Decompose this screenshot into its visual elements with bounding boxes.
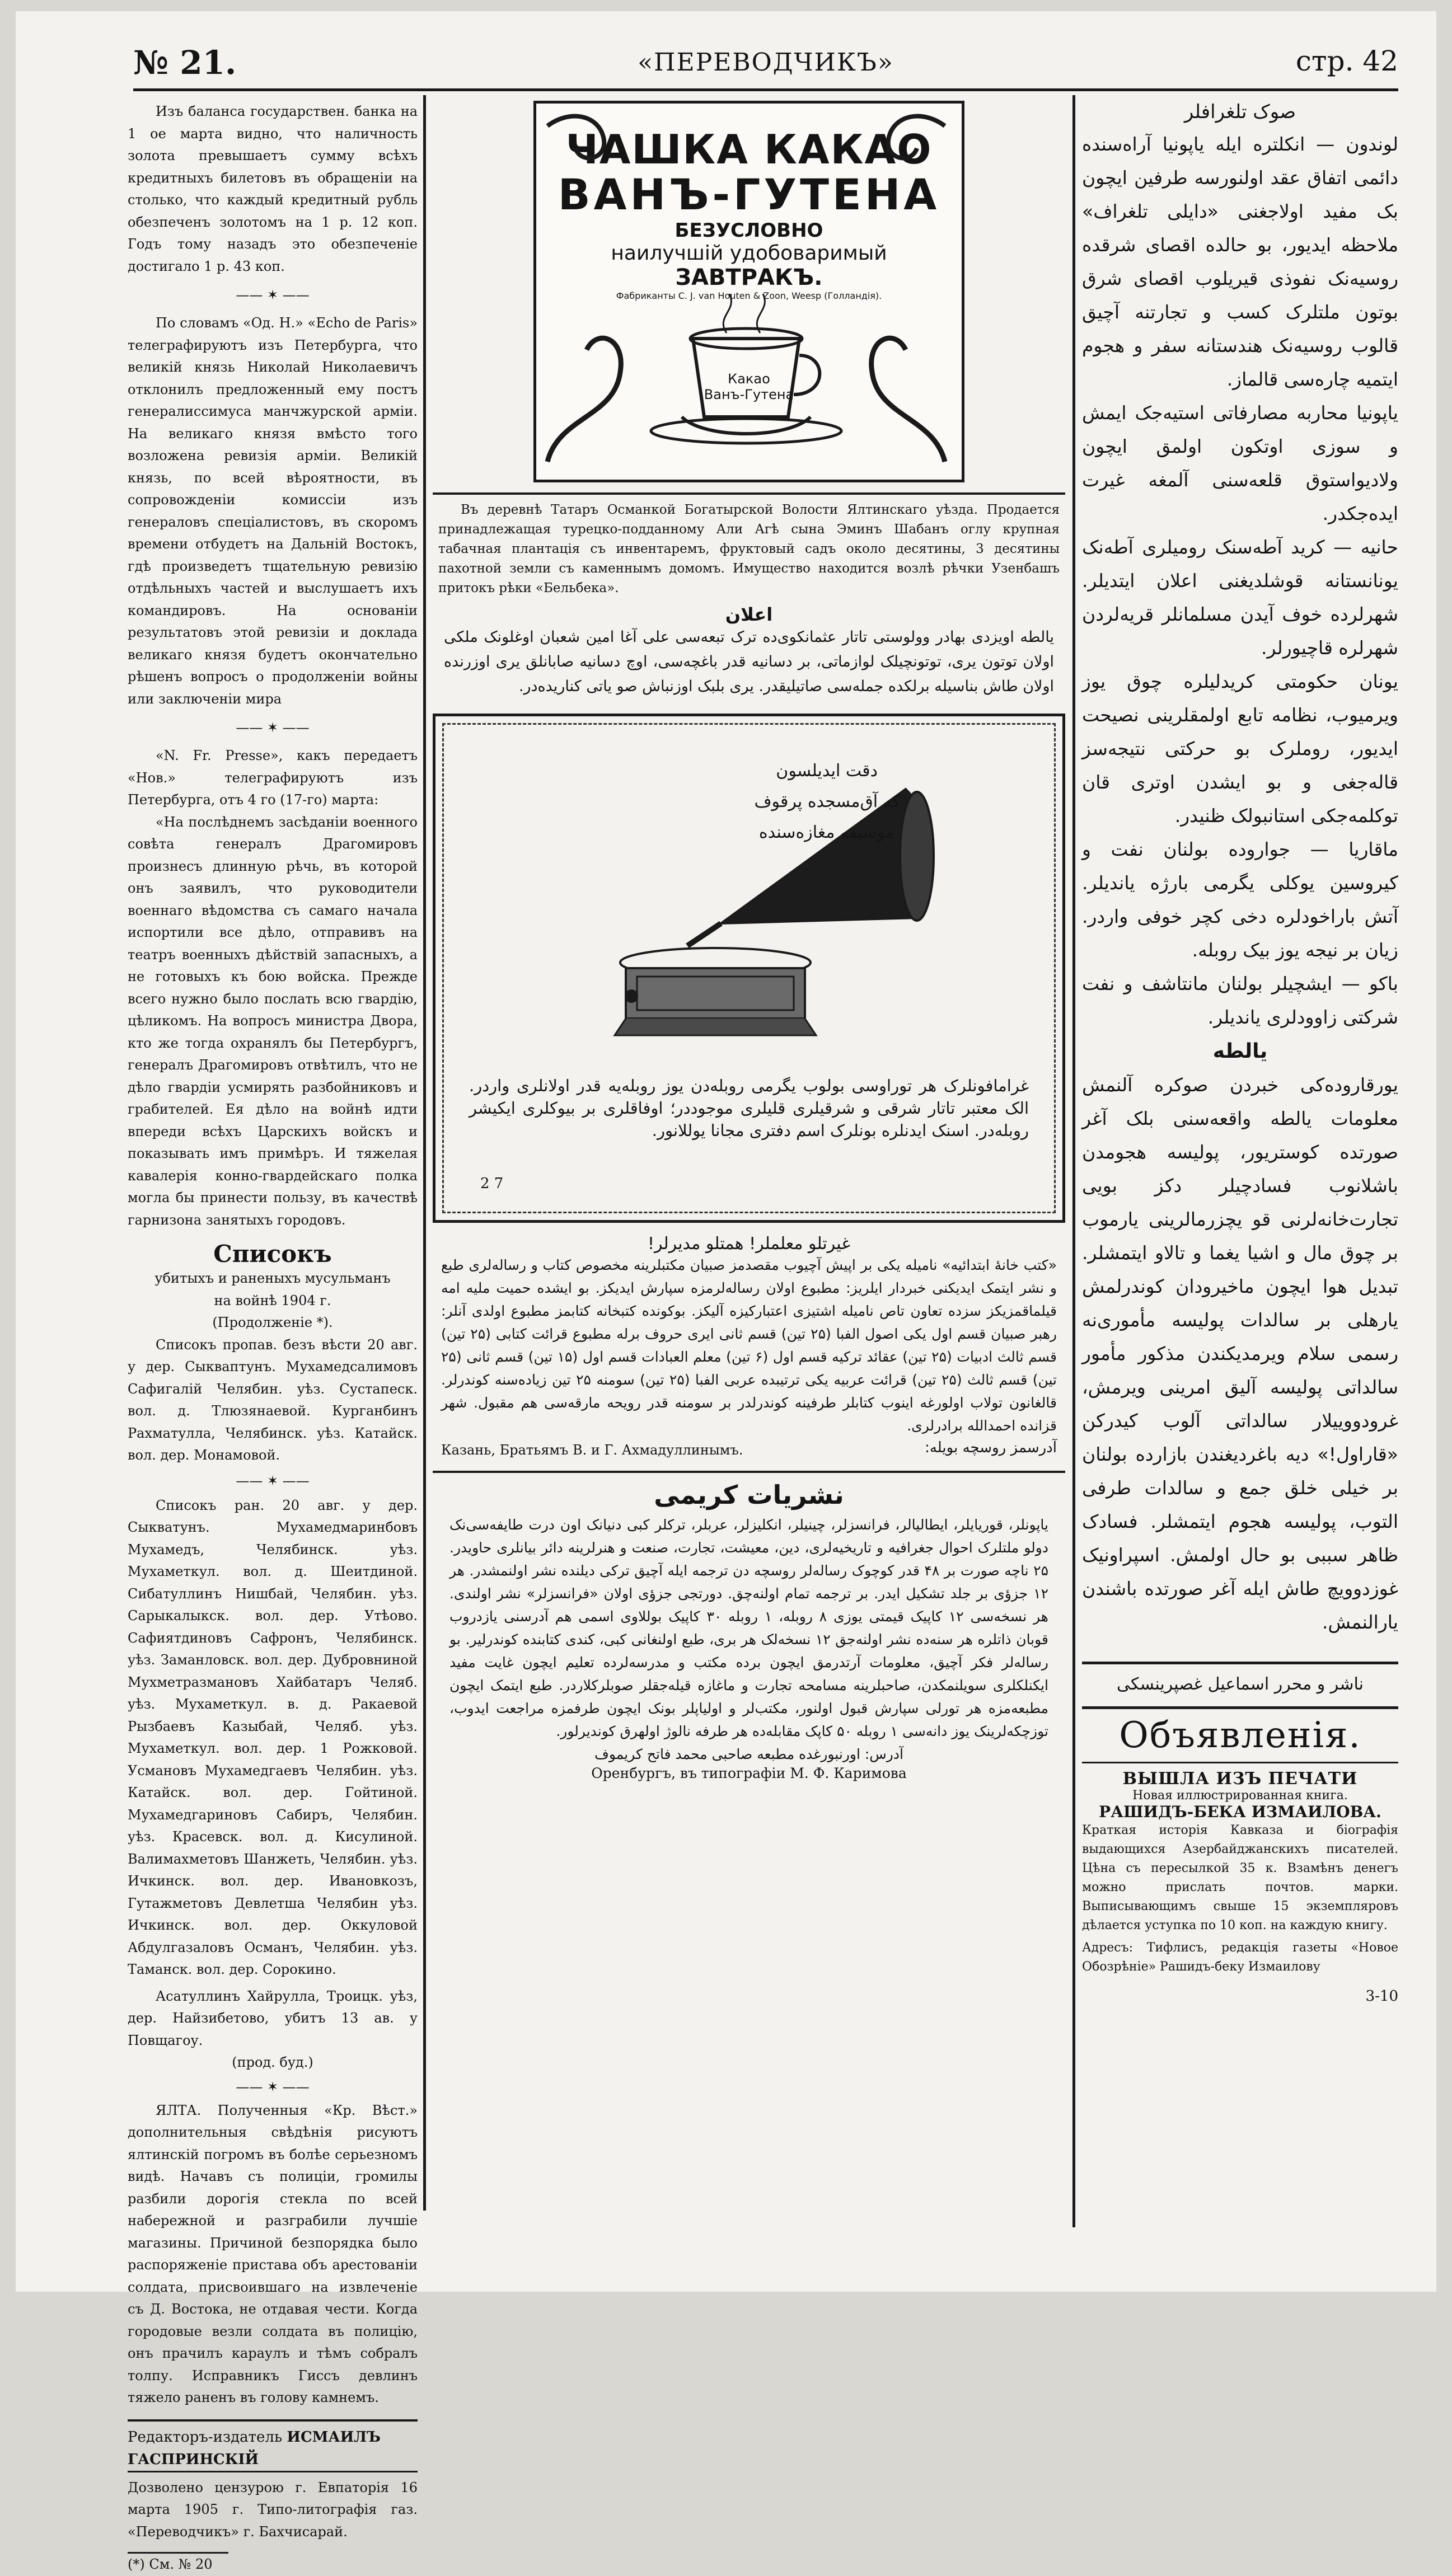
nashr-text: یاپونلر، قوریایلر، ایطالیالر، فرانسزلر، چینیلر، انکلیزلر، عربلر، ترکلر کبی دنیانک اون درت طایفه‌سی‌نک دولو ملتلرک احوال جغرافیه و تاریخیه‌لری، دین، معیشت، تجارت، صنعت و هنرلرینه دائر بیانلری حاویدر. ۲۵ ناچه صورت بر ۴۸ قدر کوچوک رساله‌لر روسچه دن ترجمه ایله آچیق ترکی دیلنده نشر اولنمشدر. هر ۱۲ جزؤی بر جلد تشکیل ایدر. بر ترجمه تمام اولنه‌چق. دورتجی جزؤی اولان «فرانسزلر» نشر اولندی. هر نسخه‌سی ۱۲ کاپیک قیمتی یوزی ۸ روبله، ۱ روبله ۳۰ کاپیک بوللاوی اسمی هم آدرسنی یازدروب قوبان ذاتلره هر سنه‌ده نشر اولنه‌جق ۱۲ نسخه‌لک هر بری، طبع اولنغانی کبی، کندی کتابنده کوندرلیر. بو رساله‌لر فکر آچیق، معلومات آرتدرمق ایچون برده مکتب و مدرسه‌لرده تعلیم ایچون غایت مفید ایکنلکلری سویلنمکدن، صاحبلرینه مسامحه تجارت و ماغازه قیله‌جقلر صوبلرکلاردر. طبع ایتمک ایچون مطبعه‌مزه هر تورلی سپارش قبول اولنور، مکتب‌لر و اولیاپلر بونک ایچون طرفمزه مراجعت ایدوب، توزچکه‌لرینک یوز دانه‌سی ۱ روبله ۵۰ کاپک مقابله‌ده هر طرفه نالوژ اولهرق کوندیرلور. [449,1516,1049,1739]
bank-balance-paragraph: Изъ баланса государствен. банка на 1 ое марта видно, что наличность золота превышаетъ сумму всѣхъ кредитныхъ билетовъ въ обращенiи на столько, что каждый кредитный рубль обезпеченъ золотомъ на 1 р. 12 коп. Годъ тому назадъ это обезпеченiе достигало 1 р. 43 коп. [128,104,418,274]
greece-telegram: یونان حکومتی کریدلیلره چوق یوز ویرمیوب، نظامه تابع اولمقلرینی نصیحت ایدیور، روملرک بو حرکتی نتیجه‌سز قاله‌جغی و بو ایشدن اوتری قان توکلمه‌جکی استانبولک ظنیدر. [1082,670,1398,827]
continuation-note: (Продолженiе *). [212,1315,333,1330]
issue-number: № 21. [133,44,237,82]
ilan-title: اعلان [725,604,773,625]
ilan-text: یالطه اویزدی بهادر وولوستی تاتار عثمانکوی‌ده ترک تبعه‌سی علی آغا امین شعبان اوغلونک ملکی اولان توتون یری، توتونچیلک لوازماتی، بر دسانیه قدر باغچه‌سی، اوچ دسانیه صابانلق یری اوزرنده اولان طاش بناسیله برلکده جمله‌سی صاتیلیقدر. یری بلبک اوزنباش صو یاتی کناریده‌در. [444,628,1054,695]
editor-arabic: ناشر و محرر اسماعیل غصپرینسکی [1117,1674,1364,1694]
book-address: Адресъ: Тифлисъ, редакцiя газеты «Новое Обозрѣнiе» Рашидъ-беку Измаилову [1082,1941,1398,1974]
spisok-subtitle: убитыхъ и раненыхъ мусульманъ на войнѣ 1904 г. [154,1270,391,1308]
gramo-line3: موسیقه مغازه‌سنده [758,823,894,842]
cocoa-manufacturer: Фабриканты C. J. van Houten & Zoon, Weesp (Голландiя). [616,290,882,301]
editor-name: ИСМАИЛЪ ГАСПРИНСКIЙ [128,2428,381,2468]
dragomirov-paragraph: «На послѣднемъ засѣданiи военного совѣта генералъ Драгомировъ произнесъ длинную рѣчь, въ которой онъ заявилъ, что руководители военнаго вѣдомства съ самаго начала испортили все дѣло, отправивъ на театръ военныхъ дѣйствiй запасныхъ, а не готовыхъ къ бою войска. Прежде всего нужно было послать всю гвардiю, цѣликомъ. На вопросъ министра Двора, кто же тогда охранялъ бы Петербургъ, генералъ Драгомировъ отвѣтилъ, что не дѣло гвардiи усмирять разбойниковъ и грабителей. Ея дѣло на войнѣ идти впереди всѣхъ Царскихъ войскъ и показывать имъ примѣръ. И тяжелая кавалерiя конно-гвардейскаго полка могла бы принести пользу, въ качествѣ гарнизона занятыхъ городовъ. [128,814,418,1228]
baku-telegram: باکو — ایشچیلر بولنان مانتاشف و نفت شرکتی زاوودلری یاندیلر. [1082,973,1398,1028]
gramophone-advertisement [433,714,1065,1223]
books-title: غیرتلو معلملر! همتلو مدیرلر! [647,1234,851,1254]
book-author: РАШИДЪ-БЕКА ИЗМАИЛОВА. [1099,1803,1381,1821]
nashr-title: نشریات کریمی [654,1479,844,1510]
gramo-text: غرامافونلرک هر توراوسی بولوب یگرمی روبله‌دن یوز روبله‌یه قدر اولانلری واردر. الک معتبر تاتار شرقی و شرقیلری قلیلری موجوددر؛ اوفاقلری بر بیوکلری ایکیشر روبله‌در. اسنک ایدنلره بونلرک اسم دفتری مجانا یوللانور. [469,1076,1029,1140]
to-be-continued: (прод. буд.) [232,2054,313,2070]
left-column [128,101,418,2576]
nashr-address-ar: آدرس: اورنبورغده مطبعه صاحبی محمد فاتح کریموف [594,1746,903,1762]
cocoa-line2: ВАНЪ-ГУТЕНА [558,170,940,219]
ornament-swirl-icon [536,104,956,473]
editor-block [128,2419,418,2471]
cocoa-advertisement [533,101,964,482]
separator: —— ✶ —— [236,2078,310,2095]
right-column [1082,101,1398,2005]
column-rule-right [1072,95,1075,2227]
middle-column [433,101,1065,1784]
killed-entry: Асатуллинъ Хайрулла, Троицк. уѣз, дер. Найзибетово, убитъ 13 ав. у Повщагоу. [128,1988,418,2048]
wounded-list: Списокъ ран. 20 авг. у дер. Сыкватунъ. Мухамедмаринбовъ Мухамедъ, Челябинск. уѣз. Мухаметкул. вол. д. Шеитдиной. Сибатуллинъ Нишбай, Челябин. уѣз. Сарыкалыкск. вол. дер. Утѣово. Сафиятдиновъ Сафронъ, Челябинск. уѣз. Заманловск. вол. дер. Дубровниной Мухметразмановъ Хайбатаръ Челяб. уѣз. Мухаметкул. в. д. Ракаевой Рызбаевъ Казыбай, Челяб. уѣз. Мухаметкул. вол. дер. 1 Рожковой. Усмановъ Мухамедгаевъ Челябин. уѣз. Катайск. вол. дер. Гойтиной. Мухамедгариновъ Сабиръ, Челябин. уѣз. Красевск. вол. д. Кисулиной. Валимахметовъ Шанжеть, Челябин. уѣз. Ичкинск. вол. дер. Ивановкозъ, Гутажметовъ Девлетша Челябин уѣз. Ичкинск. вол. дер. Оккуловой Абдулгазаловъ Османъ, Челябин. уѣз. Таманск. вол. дер. Сорокино. [128,1497,418,1977]
page-header [133,38,1398,91]
book-description: Краткая исторiя Кавказа и бiографiя выдающихся Азербайджанскихъ писателей. Цѣна съ пересылкой 35 к. Взамѣнъ денегъ можно прислать почтов. марки. Выписывающимъ свыше 15 экземпляровъ дѣлается уступка по 10 коп. на каждую книгу. [1082,1823,1398,1932]
cup-label-2: Ванъ-Гутена [704,387,794,402]
presse-paragraph: «N. Fr. Presse», какъ передаетъ «Нов.» телеграфируютъ изъ Петербурга, отъ 4 го (17-го) марта: [128,748,418,808]
cocoa-line1: ЧАШКА КАКАО [565,126,933,173]
estate-sale-notice: Въ деревнѣ Татаръ Османкой Богатырской Волости Ялтинскаго уѣзда. Продается принадлежащая турецко-подданному Али Агѣ сына Эминъ Шабанъ оглу крупная табачная плантацiя съ инвентаремъ, фруктовый садъ около десятины, 3 десятины пахотной земли съ каменнымъ домомъ. Имущество находится возлѣ рѣчки Узенбашъ притокъ рѣки «Бельбека». [438,503,1060,595]
cup-label-1: Какао [728,371,770,387]
japan-telegram: یاپونیا محاربه مصارفاتی استیه‌جک ایمش و سوزی اوتکون اولمق ایچون ولادیواستوق قلعه‌سنی آلمغه غیرت ایده‌جکدر. [1082,402,1398,524]
makaria-telegram: ماقاریا — جواروده بولنان نفت و کیروسین یوکلی یگرمی بارژه یاندیلر. آتش باراخودلره دخی کچر خوفی واردر. زیان بر نیجه یوز بیک روبله. [1082,838,1398,961]
gramophone-icon [603,778,939,1035]
published-label: ВЫШЛА ИЗЪ ПЕЧАТИ [1122,1769,1358,1789]
newspaper-title: «ПЕРЕВОДЧИКЪ» [638,48,894,77]
gramo-line1: دقت ایدیلسون [776,761,878,781]
missing-list: Списокъ пропав. безъ вѣсти 20 авг. у дер. Сыкваптунъ. Мухамедсалимовъ Сафигалiй Челябин. уѣз. Сустапеск. вол. д. Тлюзянаевой. Курганбинъ Рахматулла, Челябинск. уѣз. Катайск. вол. дер. Монамовой. [128,1336,418,1463]
cocoa-line5: ЗАВТРАКЪ. [675,265,823,290]
yalta-title: یالطه [1212,1040,1268,1063]
separator: —— ✶ —— [236,720,310,735]
new-book-label: Новая иллюстрированная книга. [1132,1789,1348,1803]
editor-label: Редакторъ-издатель [128,2428,283,2446]
crete-telegram: حانیه — کرید آطه‌سنک رومیلری آطه‌نک یونانستانه قوشلدیغنی اعلان ایتدیلر. شهرلرده خوف آیدن مسلمانلر قریه‌لردن شهرلره قاچیورلر. [1082,536,1398,659]
separator: —— ✶ —— [236,287,310,303]
footnote: (*) См. № 20 [128,2556,213,2572]
gramo-line2: که آق‌مسجده پرقوف [754,792,900,811]
ad-number: 3-10 [1365,1988,1398,2005]
nashr-address-ru: Оренбургъ, въ типографiи М. Ф. Каримова [591,1765,907,1781]
announcements-title: Объявленiя. [1119,1715,1361,1756]
books-text: «کتب خانهٔ ابتدائیه» نامیله یکی بر اپیش آچیوب مقصدمز صبیان مکتبلرینه مخصوص کتاب و رساله‌لری طبع و نشر ایتمک ایدیکنی خبردار ایلریز: مطبوع اولان رساله‌لرمزه سپارش ایدیکز. بو ایشده حمیت ملیه امه قیلماقمزیکز سزده تعاون تاص نامیله اشتیزی اعتبارکیزه آلیکز. بوکونده کتبخانه کتابمز مطبوع اولدی آنلر: رهبر صبیان قسم اول یکی اصول الفبا (۲۵ تین) قسم ثانی ایری حروف برله مطبوع قرائت کتابی (۲۵ تین) قسم ثالث ادبیات (۲۵ تین) عقائد ترکیه قسم اول (۶ تین) معلم العبادات قسم اول (۱۵ تین) قسم ثانی (۲۵ تین) قسم ثالث (۲۵ تین) قرائت عربیه یکی ترتیبده عربی الفبا (۲۵ تین) سومنه ۲۵ تین زیاده‌سنه کوندرلر. قالغانون تولاب اولورغه اینوب کتابلر طرفینه کوندرلدر بر سومنه قدر رویحه مارقه‌سی هم مقبول. شهر قزانده احمدالله برادرلری. [441,1257,1057,1434]
spisok-title: Списокъ [213,1240,332,1268]
gramo-numbers: 2 7 [480,1175,504,1192]
separator: —— ✶ —— [236,1472,310,1489]
rule [433,1471,1065,1473]
grand-duke-paragraph: По словамъ «Од. Н.» «Echo de Paris» телеграфируютъ изъ Петербурга, что великiй князь Николай Николаевичъ отклонилъ предложенный ему постъ генералиссимуса манчжурской армiи. На великаго князя вмѣсто того возложена ревизiя армiи. Великiй князь, по всей вѣроятности, въ сопровожденiи комиссiи изъ генераловъ спецiалистовъ, въ скоромъ времени отбудетъ на Дальнiй Востокъ, гдѣ произведетъ тщательную ревизiю отдѣльныхъ частей и выслушаетъ ихъ командировъ. На основанiи результатовъ этой ревизiи и доклада великаго князя будетъ окончательно рѣшенъ вопросъ о продолженiи войны или заключенiи мира [128,315,418,707]
page-number: стр. 42 [1295,45,1398,77]
books-address-label: آدرسمز روسچه بویله: [925,1439,1057,1456]
book-announcement [1082,1762,1398,2005]
cocoa-line4: наилучшiй удобоваримый [611,242,887,265]
books-ru-address: Казань, Братьямъ В. и Г. Ахмадуллинымъ. [441,1442,743,1458]
yalta-report: یورقاروده‌کی خبردن صوکره آلنمش معلومات یالطه واقعه‌سنی بلک آغر صورتده کوستریور، پولیسه هجومدن باشلانوب فسادچیلر دکز بویی تجارت‌خانه‌لرنی قو یچزرمالرینی یارموب بر چوق مال و اشیا یغما و تالاو ایتمشلر. تبدیل هوا ایچون ماخیرودان کوندرلمش یارهلی بر سالدات پولیسه مأموری‌نه رسمی سلام ویرمدیکندن مذکور مأمور سالداتی پولیسه آلیق امرینی ویرمش، غرودووییلار سالداتی آلوب کیدرکن «قاراول!» دیه باغردیغندن بازارده بولنان بر خیلی خلق جمع و سالدات طرفی التوب، پولیسه هجوم ایتمشلر. فسادک ظاهر سببی بو حال اولمش. اسپراونیک غوزدوویچ طاش ایله آغر صورتده باشندن یارالنمش. [1082,1074,1398,1633]
column-rule-left [423,95,426,2211]
censor-note: Дозволено цензурою г. Евпаторiя 16 марта 1905 г. Типо-литографiя газ. «Переводчикъ» г. Бахчисарай. [128,2471,418,2544]
newspaper-page [16,11,1436,2572]
yalta-paragraph: ЯЛТА. Полученныя «Кр. Вѣст.» дополнительныя свѣдѣнiя рисуютъ ялтинскiй погромъ въ болѣе серьезномъ видѣ. Начавъ съ полицiи, громилы разбили дорогiя стекла по всей набережной и разграбили лучшiе магазины. Причиной безпорядка было распоряженiе пристава объ арестованiи солдата, присвоившаго на извлеченiе съ Д. Востока, не отдавая чести. Когда городовые везли солдата въ полицiю, онъ прачилъ караулъ и тѣмъ собралъ толпу. Исправникъ Гиссъ девлинъ тяжело раненъ въ голову камнемъ. [128,2102,418,2405]
rule [433,492,1065,495]
cocoa-line3: БЕЗУСЛОВНО [675,219,823,242]
london-telegram: لوندون — انکلتره ایله یاپونیا آراه‌سنده دائمی اتفاق عقد اولنورسه طرفین ایچون بک مفید اولاجغنی «دایلی تلغراف» ملاحظه ایدیور، بو حالده اقصای شرقده روسیه‌نک نفوذی قیریلوب اقصای شرق بوتون ملتلرک کسب و تجارتنه آچیق قالوب روسیه‌نک هندستانه سفر و هجوم ایتمیه چاره‌سی قالماز. [1082,133,1398,390]
telegrams-title: صوک تلغرافلر [1184,101,1296,123]
